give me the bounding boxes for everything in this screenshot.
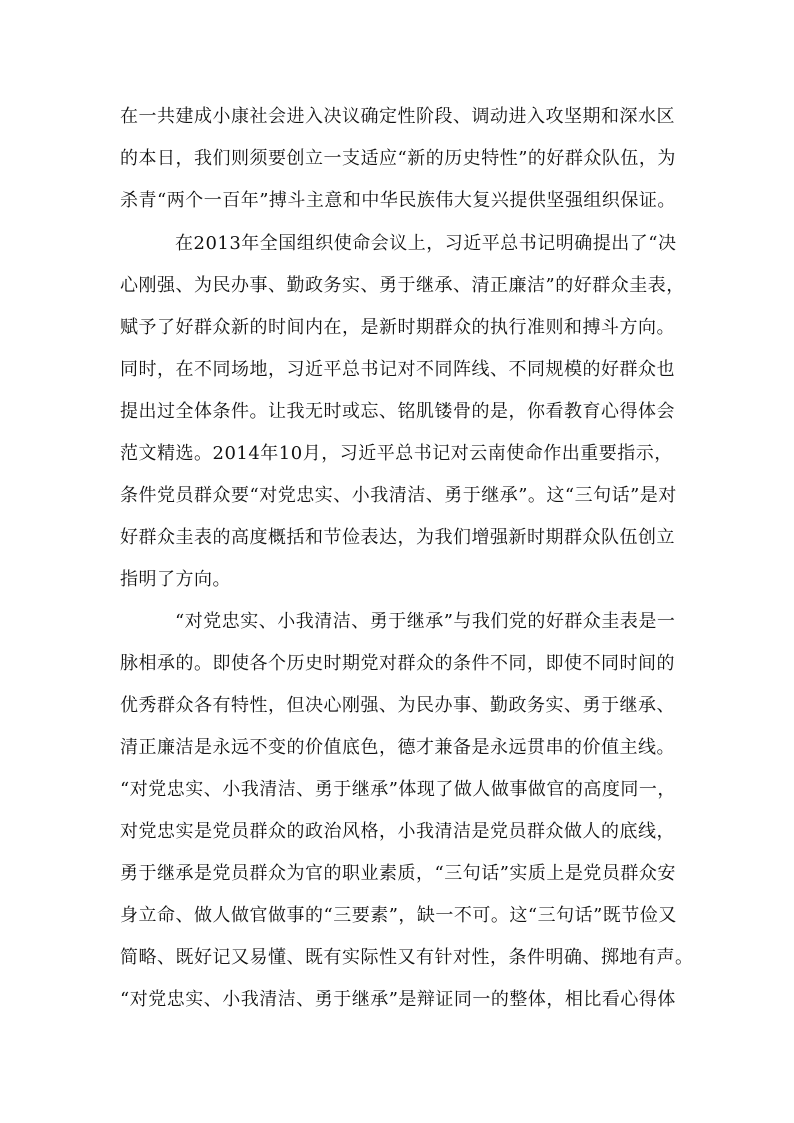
paragraph-line: 的本日，我们则须要创立一支适应“新的历史特性”的好群众队伍，为 bbox=[120, 148, 676, 169]
paragraph-line: 在一共建成小康社会进入决议确定性阶段、调动进入攻坚期和深水区 bbox=[120, 106, 675, 127]
paragraph-line: 勇于继承是党员群众为官的职业素质，“三句话”实质上是党员群众安 bbox=[120, 863, 676, 884]
paragraph-line: 条件党员群众要“对党忠实、小我清洁、勇于继承”。这“三句话”是对 bbox=[120, 485, 677, 506]
paragraph-line: 提出过全体条件。让我无时或忘、铭肌镂骨的是，你看教育心得体会 bbox=[120, 401, 675, 422]
paragraph-line: 优秀群众各有特性，但决心刚强、为民办事、勤政务实、勇于继承、 bbox=[120, 695, 675, 716]
paragraph-line: 心刚强、为民办事、勤政务实、勇于继承、清正廉洁”的好群众圭表， bbox=[120, 275, 685, 296]
paragraph-line: “对党忠实、小我清洁、勇于继承”体现了做人做事做官的高度同一， bbox=[120, 779, 676, 800]
paragraph-line: 对党忠实是党员群众的政治风格，小我清洁是党员群众做人的底线， bbox=[120, 821, 675, 842]
paragraph-line: “对党忠实、小我清洁、勇于继承”是辩证同一的整体，相比看心得体 bbox=[120, 989, 676, 1010]
paragraph-line: 范文精选。2014年10月，习近平总书记对云南使命作出重要指示， bbox=[120, 443, 673, 464]
paragraph-line: 杀青“两个一百年”搏斗主意和中华民族伟大复兴提供坚强组织保证。 bbox=[120, 190, 676, 211]
paragraph-line: “对党忠实、小我清洁、勇于继承”与我们党的好群众圭表是一 bbox=[175, 611, 676, 632]
paragraph-line: 脉相承的。即使各个历史时期党对群众的条件不同，即使不同时间的 bbox=[120, 653, 675, 674]
paragraph-line: 简略、既好记又易懂、既有实际性又有针对性，条件明确、掷地有声。 bbox=[120, 947, 694, 968]
paragraph-line: 赋予了好群众新的时间内在，是新时期群众的执行准则和搏斗方向。 bbox=[120, 317, 675, 338]
paragraph-line: 同时，在不同场地，习近平总书记对不同阵线、不同规模的好群众也 bbox=[120, 359, 675, 380]
paragraph-line: 在2013年全国组织使命会议上，习近平总书记明确提出了“决 bbox=[175, 233, 677, 254]
paragraph-line: 身立命、做人做官做事的“三要素”，缺一不可。这“三句话”既节俭又 bbox=[120, 905, 677, 926]
paragraph-line: 清正廉洁是永远不变的价值底色，德才兼备是永远贯串的价值主线。 bbox=[120, 737, 675, 758]
paragraph-line: 好群众圭表的高度概括和节俭表达，为我们增强新时期群众队伍创立 bbox=[120, 527, 675, 548]
paragraph-line: 指明了方向。 bbox=[120, 569, 231, 590]
